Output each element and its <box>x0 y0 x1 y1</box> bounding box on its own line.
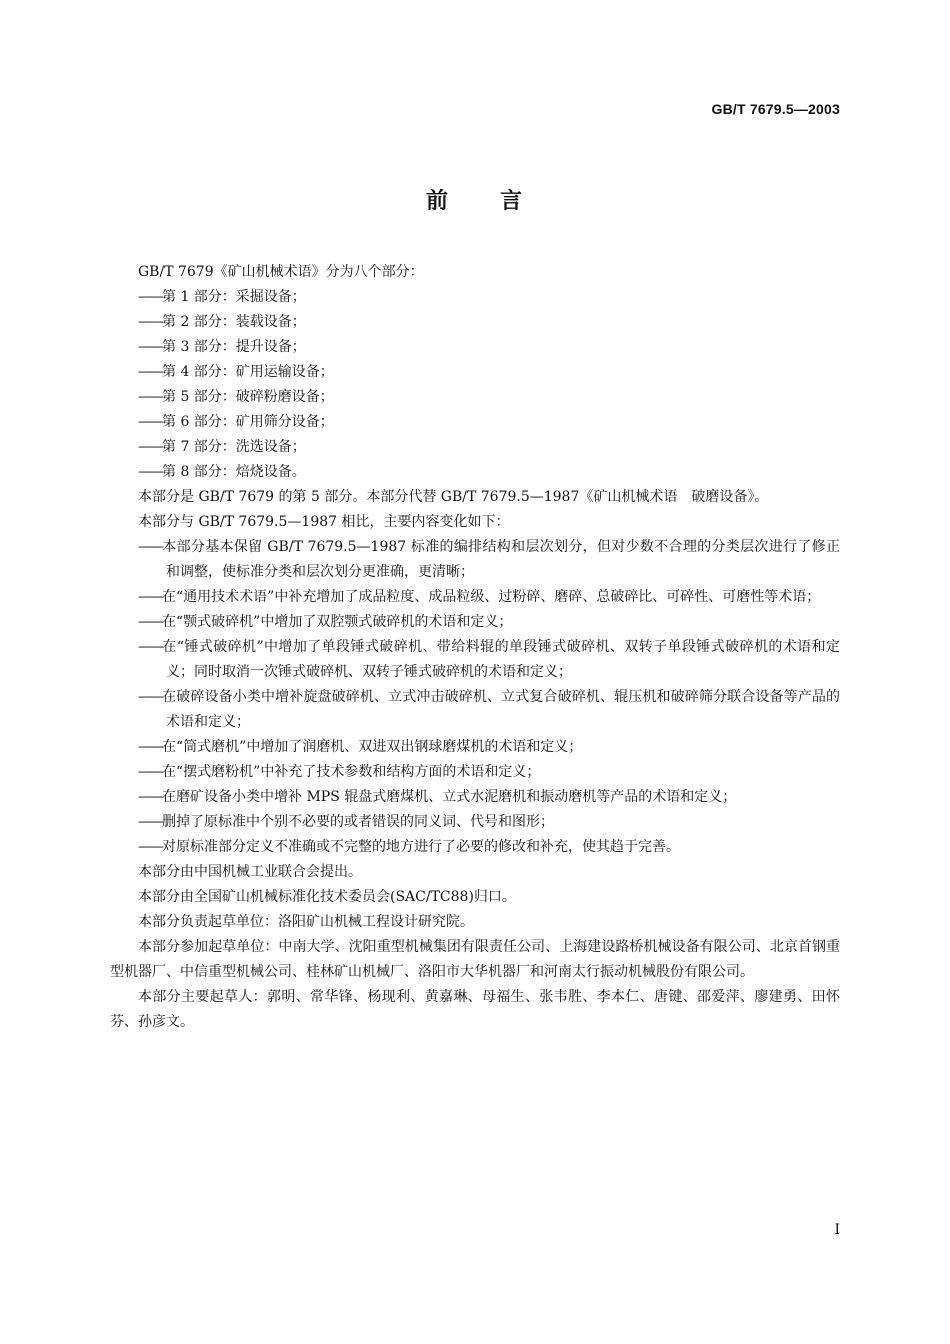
change-item: ——对原标准部分定义不准确或不完整的地方进行了必要的修改和补充，使其趋于完善。 <box>138 839 680 855</box>
standard-code: GB/T 7679.5—2003 <box>711 101 840 117</box>
title-char-1: 前 <box>425 189 450 214</box>
change-item: ——在“摆式磨粉机”中补充了技术参数和结构方面的术语和定义； <box>138 764 541 780</box>
title-char-2: 言 <box>500 189 525 214</box>
drafters-paragraph: 本部分主要起草人：郭明、常华锋、杨现利、黄嘉琳、母福生、张韦胜、李本仁、唐键、邵爱萍、廖建勇、田怀芬、孙彦文。 <box>110 989 840 1030</box>
part-item: ——第 1 部分：采掘设备； <box>138 289 306 305</box>
change-item: ——在“筒式磨机”中增加了润磨机、双进双出钢球磨煤机的术语和定义； <box>138 739 583 755</box>
part-item: ——第 8 部分：焙烧设备。 <box>138 464 306 480</box>
intro-paragraph: GB/T 7679《矿山机械术语》分为八个部分： <box>138 264 424 280</box>
part-item: ——第 4 部分：矿用运输设备； <box>138 364 334 380</box>
part-item: ——第 6 部分：矿用筛分设备； <box>138 414 334 430</box>
drafting-unit-paragraph: 本部分负责起草单位：洛阳矿山机械工程设计研究院。 <box>138 914 474 930</box>
part-item: ——第 7 部分：洗选设备； <box>138 439 306 455</box>
change-item: ——在“颚式破碎机”中增加了双腔颚式破碎机的术语和定义； <box>138 614 513 630</box>
part-item: ——第 3 部分：提升设备； <box>138 339 306 355</box>
change-item: ——删掉了原标准中个别不必要的或者错误的同义词、代号和图形； <box>138 814 554 830</box>
document-body <box>110 260 840 1035</box>
replace-note-paragraph: 本部分是 GB/T 7679 的第 5 部分。本部分代替 GB/T 7679.5—1987《矿山机械术语 破磨设备》。 <box>138 489 769 505</box>
proposer-paragraph: 本部分由中国机械工业联合会提出。 <box>138 864 362 880</box>
change-item: ——在破碎设备小类中增补旋盘破碎机、立式冲击破碎机、立式复合破碎机、辊压机和破碎筛分联合设备等产品的术语和定义； <box>138 689 840 730</box>
centralized-paragraph: 本部分由全国矿山机械标准化技术委员会(SAC/TC88)归口。 <box>138 889 516 905</box>
page-title <box>0 184 950 215</box>
change-item: ——在磨矿设备小类中增补 MPS 辊盘式磨煤机、立式水泥磨机和振动磨机等产品的术语和定义； <box>138 789 737 805</box>
change-item: ——在“锤式破碎机”中增加了单段锤式破碎机、带给料辊的单段锤式破碎机、双转子单段锤式破碎机的术语和定义；同时取消一次锤式破碎机、双转子锤式破碎机的术语和定义； <box>138 639 840 680</box>
changes-intro-paragraph: 本部分与 GB/T 7679.5—1987 相比，主要内容变化如下： <box>138 514 510 530</box>
part-item: ——第 5 部分：破碎粉磨设备； <box>138 389 334 405</box>
part-item: ——第 2 部分：装载设备； <box>138 314 306 330</box>
participating-units-paragraph: 本部分参加起草单位：中南大学、沈阳重型机械集团有限责任公司、上海建设路桥机械设备有限公司、北京首钢重型机器厂、中信重型机械公司、桂林矿山机械厂、洛阳市大华机器厂和河南太行振动机械股份有限公司。 <box>110 939 840 980</box>
change-item: ——在“通用技术术语”中补充增加了成品粒度、成品粒级、过粉碎、磨碎、总破碎比、可碎性、可磨性等术语； <box>138 589 821 605</box>
change-item: ——本部分基本保留 GB/T 7679.5—1987 标准的编排结构和层次划分，但对少数不合理的分类层次进行了修正和调整，使标准分类和层次划分更准确，更清晰； <box>138 539 840 580</box>
page-number: I <box>834 1222 840 1238</box>
